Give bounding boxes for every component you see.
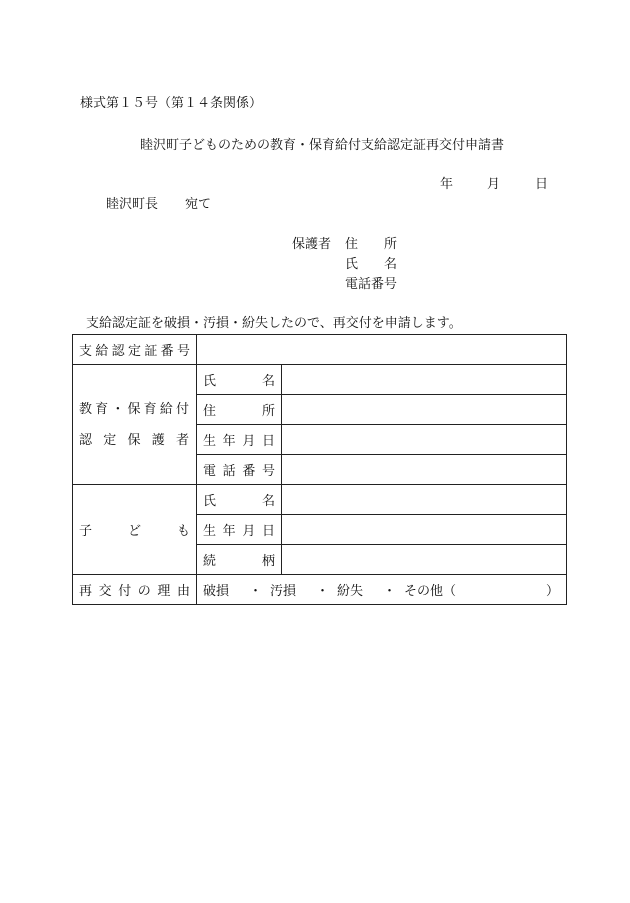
cert-number-field[interactable] [197,335,567,365]
cert-number-label: 支給認定証番号 [73,335,197,365]
child-field-name-label: 氏名 [197,485,282,515]
reason-soiled[interactable]: 汚損 [270,584,297,599]
child-birthdate-field[interactable] [282,515,567,545]
date-month-label: 月 [487,177,501,192]
guardian-name-row [73,365,567,395]
form-number: 様式第１５号（第１４条関係） [80,96,263,111]
guardian-field-name-label: 氏名 [197,365,282,395]
guardian-name-label: 氏 名 [345,257,398,272]
child-field-birthdate-label: 生年月日 [197,515,282,545]
date-day-label: 日 [535,177,549,192]
reason-row [73,575,567,605]
reason-other[interactable]: その他（ [404,584,457,599]
child-relationship-field[interactable] [282,545,567,575]
reason-separator: ・ [249,584,263,599]
application-statement: 支給認定証を破損・汚損・紛失したので、再交付を申請します。 [86,316,462,331]
guardian-address-label: 住 所 [345,237,398,252]
child-group-label: 子ども [73,485,197,575]
date-year-label: 年 [440,177,454,192]
addressee-suffix: 宛て [185,197,212,212]
reason-other-close: ） [546,584,560,599]
application-table [72,334,567,605]
guardian-field-phone-label: 電話番号 [197,455,282,485]
child-field-relationship-label: 続柄 [197,545,282,575]
child-name-field[interactable] [282,485,567,515]
guardian-label: 保護者 [292,237,332,252]
guardian-birthdate-field[interactable] [282,425,567,455]
guardian-field-birthdate-label: 生年月日 [197,425,282,455]
reason-label: 再交付の理由 [73,575,197,605]
guardian-address-field[interactable] [282,395,567,425]
addressee-name: 睦沢町長 [106,197,159,212]
guardian-phone-label: 電話番号 [345,277,398,292]
guardian-group-line1: 教育・保育給付 [79,401,189,417]
guardian-name-field[interactable] [282,365,567,395]
guardian-phone-field[interactable] [282,455,567,485]
cert-number-row [73,335,567,365]
reason-damaged[interactable]: 破損 [203,584,230,599]
reason-separator: ・ [316,584,330,599]
form-title: 睦沢町子どものための教育・保育給付支給認定証再交付申請書 [140,138,505,153]
reason-lost[interactable]: 紛失 [337,584,364,599]
reason-options [197,575,567,605]
reason-separator: ・ [383,584,397,599]
guardian-field-address-label: 住所 [197,395,282,425]
guardian-group-label [73,365,197,485]
child-name-row [73,485,567,515]
guardian-group-line2: 認定保護者 [79,432,189,448]
